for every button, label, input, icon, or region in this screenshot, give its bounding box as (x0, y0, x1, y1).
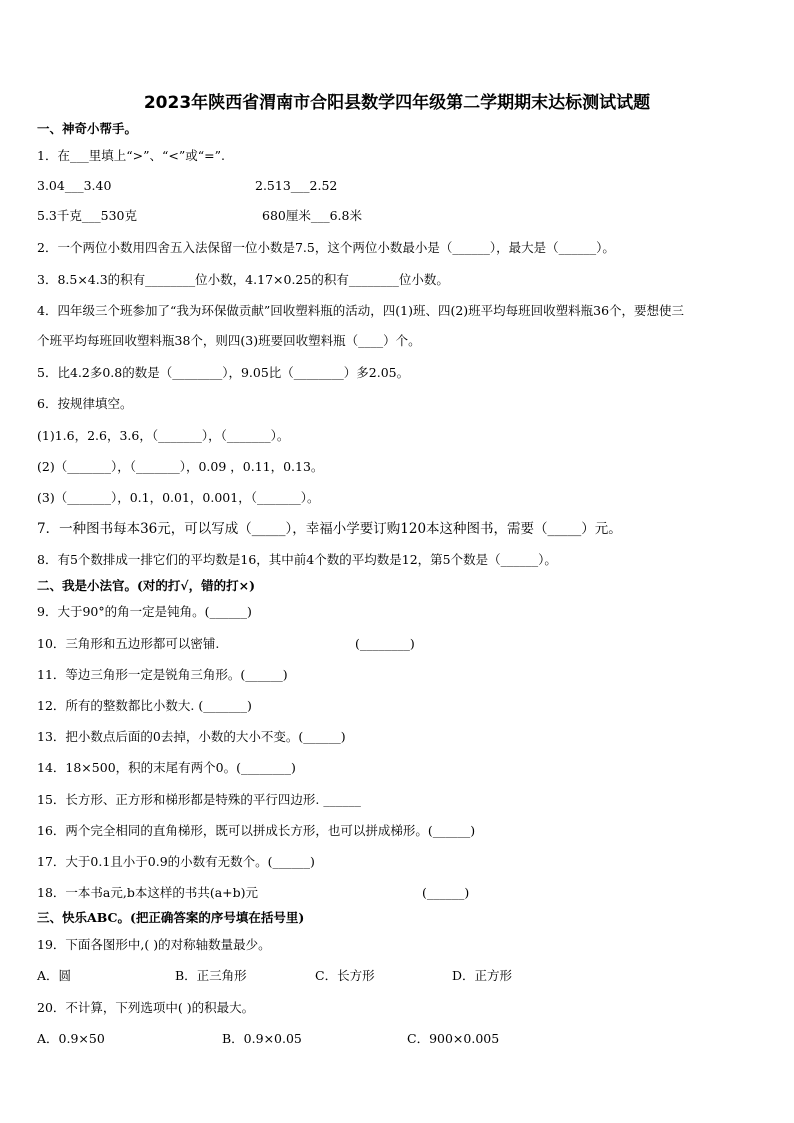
question-12: 12．所有的整数都比小数大. (_______) (37, 698, 252, 713)
question-13: 13．把小数点后面的0去掉，小数的大小不变。(______) (37, 729, 346, 744)
question-10: 10．三角形和五边形都可以密铺. (37, 636, 220, 651)
q1-item-d: 680厘米___6.8米 (262, 208, 362, 223)
question-15: 15．长方形、正方形和梯形都是特殊的平行四边形. ______ (37, 792, 361, 807)
question-9: 9．大于90°的角一定是钝角。(______) (37, 604, 252, 619)
question-20: 20．不计算，下列选项中( )的积最大。 (37, 1000, 255, 1015)
question-16: 16．两个完全相同的直角梯形，既可以拼成长方形，也可以拼成梯形。(______) (37, 823, 476, 838)
section-3-heading: 三、快乐ABC。(把正确答案的序号填在括号里) (37, 910, 305, 925)
q19-option-d: D．正方形 (452, 968, 513, 983)
q19-option-b: B．正三角形 (175, 968, 247, 983)
q19-option-a: A．圆 (37, 968, 72, 983)
question-6-part-1: (1)1.6，2.6，3.6，（_______），（_______）。 (37, 428, 290, 443)
question-17: 17．大于0.1且小于0.9的小数有无数个。(______) (37, 854, 315, 869)
question-4-line-2: 个班平均每班回收塑料瓶38个，则四(3)班要回收塑料瓶（____）个。 (37, 333, 421, 348)
question-19: 19．下面各图形中,( )的对称轴数量最少。 (37, 937, 271, 952)
question-5: 5．比4.2多0.8的数是（________），9.05比（________）多2.05。 (37, 365, 410, 380)
question-18: 18．一本书a元,b本这样的书共(a+b)元 (37, 885, 259, 900)
question-7: 7．一种图书每本36元，可以写成（_____），幸福小学要订购120本这种图书，需要（_____）元。 (37, 521, 622, 537)
q1-item-b: 2.513___2.52 (255, 178, 338, 193)
q20-option-a: A．0.9×50 (37, 1031, 105, 1046)
q1-item-a: 3.04___3.40 (37, 178, 112, 193)
question-6-part-3: (3)（_______），0.1，0.01，0.001，（_______）。 (37, 490, 320, 505)
question-10-answer: (________) (355, 636, 415, 651)
question-8: 8．有5个数排成一排它们的平均数是16，其中前4个数的平均数是12，第5个数是（______）。 (37, 552, 557, 567)
q20-option-b: B．0.9×0.05 (222, 1031, 302, 1046)
q20-option-c: C．900×0.005 (407, 1031, 500, 1046)
question-14: 14．18×500，积的末尾有两个0。(________) (37, 760, 296, 775)
question-3: 3．8.5×4.3的积有________位小数，4.17×0.25的积有________位小数。 (37, 272, 449, 287)
page-title: 2023年陕西省渭南市合阳县数学四年级第二学期期末达标测试试题 (143, 93, 651, 113)
question-1: 1．在___里填上“>”、“<”或“=”. (37, 148, 225, 163)
q19-option-c: C．长方形 (315, 968, 375, 983)
section-2-heading: 二、我是小法官。(对的打√，错的打×) (37, 578, 256, 593)
question-4-line-1: 4．四年级三个班参加了“我为环保做贡献”回收塑料瓶的活动，四(1)班、四(2)班平均每班回收塑料瓶36个，要想使三 (37, 303, 685, 318)
question-6: 6．按规律填空。 (37, 396, 133, 411)
question-18-answer: (______) (422, 885, 470, 900)
question-2: 2．一个两位小数用四舍五入法保留一位小数是7.5，这个两位小数最小是（______），最大是（______）。 (37, 240, 615, 255)
question-6-part-2: (2)（_______），（_______），0.09 ，0.11，0.13。 (37, 459, 324, 474)
q1-item-c: 5.3千克___530克 (37, 208, 137, 223)
question-11: 11．等边三角形一定是锐角三角形。(______) (37, 667, 288, 682)
section-1-heading: 一、神奇小帮手。 (37, 121, 138, 136)
